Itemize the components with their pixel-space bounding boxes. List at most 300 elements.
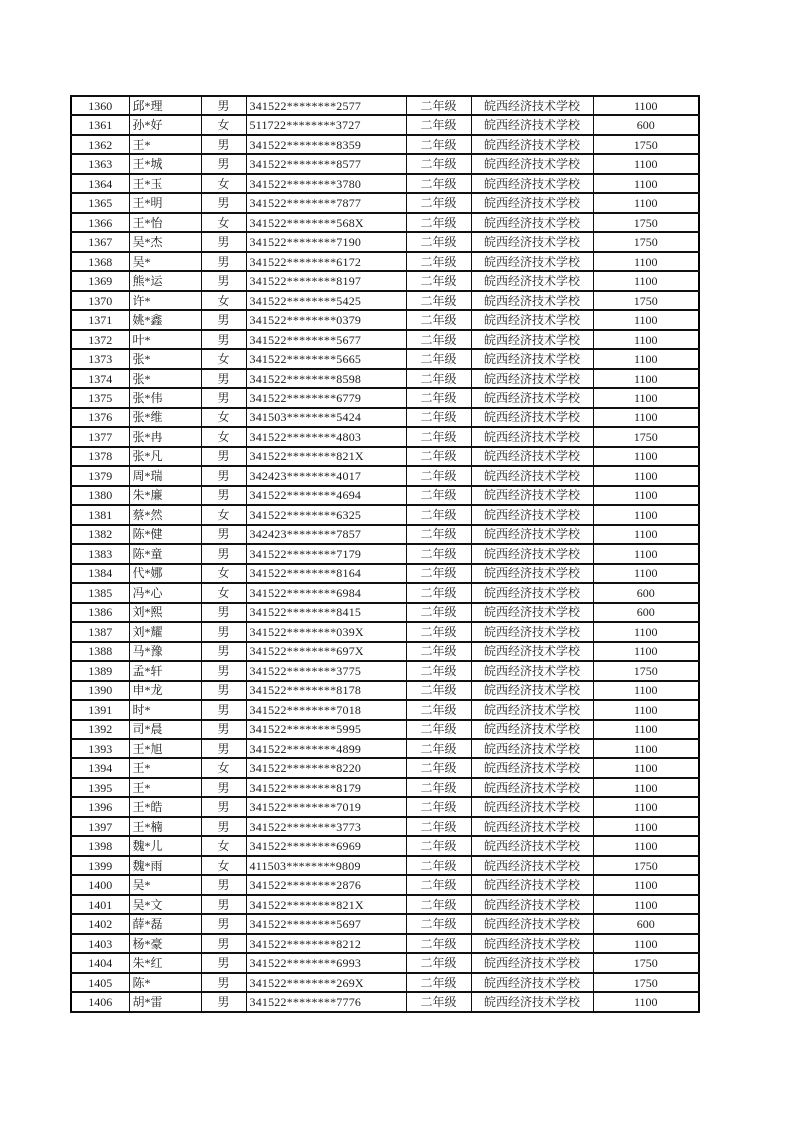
table-row xyxy=(71,466,699,485)
cell-masked-name: 王* xyxy=(129,758,201,777)
cell-amount: 1100 xyxy=(593,700,699,719)
cell-school: 皖西经济技术学校 xyxy=(471,427,593,446)
table-row xyxy=(71,388,699,407)
cell-school: 皖西经济技术学校 xyxy=(471,875,593,894)
table-row xyxy=(71,817,699,836)
cell-gender: 女 xyxy=(201,291,246,310)
cell-masked-id-number: 341522********7179 xyxy=(246,544,406,563)
cell-school: 皖西经济技术学校 xyxy=(471,271,593,290)
cell-gender: 男 xyxy=(201,447,246,466)
cell-grade: 二年级 xyxy=(406,310,471,329)
table-row xyxy=(71,603,699,622)
cell-masked-id-number: 341522********6969 xyxy=(246,836,406,855)
cell-school: 皖西经济技术学校 xyxy=(471,778,593,797)
cell-masked-name: 叶* xyxy=(129,330,201,349)
cell-masked-name: 吴*杰 xyxy=(129,232,201,251)
cell-row-number: 1396 xyxy=(71,797,129,816)
cell-grade: 二年级 xyxy=(406,525,471,544)
table-row xyxy=(71,369,699,388)
cell-school: 皖西经济技术学校 xyxy=(471,934,593,953)
cell-gender: 男 xyxy=(201,992,246,1012)
cell-amount: 1750 xyxy=(593,856,699,875)
cell-school: 皖西经济技术学校 xyxy=(471,681,593,700)
cell-row-number: 1402 xyxy=(71,914,129,933)
cell-masked-id-number: 341522********8359 xyxy=(246,135,406,154)
cell-grade: 二年级 xyxy=(406,700,471,719)
cell-school: 皖西经济技术学校 xyxy=(471,739,593,758)
cell-grade: 二年级 xyxy=(406,622,471,641)
cell-amount: 1100 xyxy=(593,895,699,914)
cell-row-number: 1393 xyxy=(71,739,129,758)
cell-masked-name: 吴* xyxy=(129,875,201,894)
cell-amount: 1100 xyxy=(593,193,699,212)
cell-grade: 二年级 xyxy=(406,603,471,622)
cell-masked-id-number: 341522********8178 xyxy=(246,681,406,700)
cell-gender: 男 xyxy=(201,330,246,349)
cell-gender: 男 xyxy=(201,193,246,212)
cell-masked-name: 王*楠 xyxy=(129,817,201,836)
cell-school: 皖西经济技术学校 xyxy=(471,817,593,836)
cell-gender: 男 xyxy=(201,778,246,797)
cell-amount: 1100 xyxy=(593,271,699,290)
cell-masked-id-number: 342423********4017 xyxy=(246,466,406,485)
cell-row-number: 1406 xyxy=(71,992,129,1012)
cell-amount: 1100 xyxy=(593,642,699,661)
cell-amount: 1100 xyxy=(593,758,699,777)
cell-amount: 1100 xyxy=(593,486,699,505)
cell-row-number: 1370 xyxy=(71,291,129,310)
cell-amount: 1750 xyxy=(593,232,699,251)
table-row xyxy=(71,505,699,524)
cell-row-number: 1383 xyxy=(71,544,129,563)
cell-masked-id-number: 341522********039X xyxy=(246,622,406,641)
cell-grade: 二年级 xyxy=(406,96,471,115)
cell-masked-name: 陈*健 xyxy=(129,525,201,544)
cell-row-number: 1389 xyxy=(71,661,129,680)
cell-row-number: 1362 xyxy=(71,135,129,154)
cell-masked-name: 孙*好 xyxy=(129,115,201,134)
cell-masked-id-number: 341522********5677 xyxy=(246,330,406,349)
table-row xyxy=(71,96,699,115)
cell-grade: 二年级 xyxy=(406,583,471,602)
table-row xyxy=(71,875,699,894)
cell-row-number: 1360 xyxy=(71,96,129,115)
table-row xyxy=(71,330,699,349)
cell-amount: 1750 xyxy=(593,427,699,446)
cell-row-number: 1400 xyxy=(71,875,129,894)
cell-masked-id-number: 341522********4899 xyxy=(246,739,406,758)
table-row xyxy=(71,856,699,875)
cell-grade: 二年级 xyxy=(406,758,471,777)
cell-masked-id-number: 341522********2876 xyxy=(246,875,406,894)
cell-masked-id-number: 341522********6984 xyxy=(246,583,406,602)
cell-school: 皖西经济技术学校 xyxy=(471,973,593,992)
cell-masked-id-number: 341522********7190 xyxy=(246,232,406,251)
cell-amount: 1100 xyxy=(593,174,699,193)
cell-amount: 1100 xyxy=(593,817,699,836)
cell-grade: 二年级 xyxy=(406,115,471,134)
cell-row-number: 1365 xyxy=(71,193,129,212)
cell-grade: 二年级 xyxy=(406,408,471,427)
cell-masked-name: 陈* xyxy=(129,973,201,992)
cell-school: 皖西经济技术学校 xyxy=(471,330,593,349)
table-row xyxy=(71,992,699,1012)
cell-grade: 二年级 xyxy=(406,836,471,855)
cell-gender: 男 xyxy=(201,544,246,563)
cell-masked-id-number: 341522********697X xyxy=(246,642,406,661)
cell-masked-id-number: 341522********8220 xyxy=(246,758,406,777)
cell-amount: 1750 xyxy=(593,661,699,680)
cell-amount: 600 xyxy=(593,115,699,134)
cell-school: 皖西经济技术学校 xyxy=(471,720,593,739)
cell-grade: 二年级 xyxy=(406,914,471,933)
cell-row-number: 1372 xyxy=(71,330,129,349)
cell-amount: 1100 xyxy=(593,934,699,953)
cell-school: 皖西经济技术学校 xyxy=(471,232,593,251)
cell-school: 皖西经济技术学校 xyxy=(471,544,593,563)
cell-row-number: 1371 xyxy=(71,310,129,329)
cell-gender: 女 xyxy=(201,115,246,134)
cell-grade: 二年级 xyxy=(406,291,471,310)
cell-gender: 男 xyxy=(201,914,246,933)
cell-grade: 二年级 xyxy=(406,154,471,173)
cell-masked-id-number: 341522********7019 xyxy=(246,797,406,816)
cell-gender: 女 xyxy=(201,349,246,368)
cell-school: 皖西经济技术学校 xyxy=(471,115,593,134)
cell-gender: 男 xyxy=(201,252,246,271)
cell-amount: 1100 xyxy=(593,466,699,485)
cell-gender: 男 xyxy=(201,875,246,894)
cell-masked-id-number: 341522********3780 xyxy=(246,174,406,193)
cell-masked-name: 冯*心 xyxy=(129,583,201,602)
table-row xyxy=(71,583,699,602)
cell-grade: 二年级 xyxy=(406,486,471,505)
cell-gender: 女 xyxy=(201,564,246,583)
cell-masked-name: 张* xyxy=(129,349,201,368)
cell-row-number: 1364 xyxy=(71,174,129,193)
cell-row-number: 1373 xyxy=(71,349,129,368)
cell-gender: 男 xyxy=(201,642,246,661)
cell-row-number: 1398 xyxy=(71,836,129,855)
cell-grade: 二年级 xyxy=(406,505,471,524)
cell-amount: 1100 xyxy=(593,330,699,349)
cell-amount: 1100 xyxy=(593,622,699,641)
cell-grade: 二年级 xyxy=(406,661,471,680)
cell-row-number: 1378 xyxy=(71,447,129,466)
cell-amount: 1100 xyxy=(593,875,699,894)
cell-grade: 二年级 xyxy=(406,992,471,1012)
cell-masked-id-number: 341522********8598 xyxy=(246,369,406,388)
cell-amount: 1100 xyxy=(593,369,699,388)
cell-grade: 二年级 xyxy=(406,252,471,271)
cell-grade: 二年级 xyxy=(406,369,471,388)
cell-amount: 1100 xyxy=(593,720,699,739)
cell-masked-id-number: 341522********6172 xyxy=(246,252,406,271)
cell-gender: 男 xyxy=(201,603,246,622)
cell-gender: 男 xyxy=(201,622,246,641)
cell-masked-name: 吴*文 xyxy=(129,895,201,914)
cell-masked-name: 王*明 xyxy=(129,193,201,212)
cell-masked-id-number: 511722********3727 xyxy=(246,115,406,134)
table-row xyxy=(71,720,699,739)
cell-amount: 1100 xyxy=(593,739,699,758)
cell-row-number: 1390 xyxy=(71,681,129,700)
cell-school: 皖西经济技术学校 xyxy=(471,369,593,388)
table-row xyxy=(71,661,699,680)
table-row xyxy=(71,349,699,368)
cell-masked-name: 姚*鑫 xyxy=(129,310,201,329)
cell-masked-name: 王*皓 xyxy=(129,797,201,816)
cell-gender: 男 xyxy=(201,797,246,816)
table-row xyxy=(71,544,699,563)
cell-school: 皖西经济技术学校 xyxy=(471,953,593,972)
cell-masked-id-number: 341522********3773 xyxy=(246,817,406,836)
cell-masked-id-number: 341522********4803 xyxy=(246,427,406,446)
table-row xyxy=(71,193,699,212)
cell-gender: 男 xyxy=(201,369,246,388)
cell-school: 皖西经济技术学校 xyxy=(471,154,593,173)
cell-grade: 二年级 xyxy=(406,720,471,739)
cell-masked-name: 许* xyxy=(129,291,201,310)
cell-masked-name: 熊*运 xyxy=(129,271,201,290)
cell-gender: 男 xyxy=(201,817,246,836)
cell-masked-id-number: 341522********6325 xyxy=(246,505,406,524)
cell-masked-id-number: 341522********8164 xyxy=(246,564,406,583)
cell-masked-name: 邱*理 xyxy=(129,96,201,115)
cell-school: 皖西经济技术学校 xyxy=(471,213,593,232)
cell-row-number: 1377 xyxy=(71,427,129,446)
cell-amount: 1100 xyxy=(593,388,699,407)
cell-amount: 1100 xyxy=(593,505,699,524)
cell-amount: 1100 xyxy=(593,836,699,855)
cell-masked-name: 王*怡 xyxy=(129,213,201,232)
table-row xyxy=(71,797,699,816)
cell-row-number: 1363 xyxy=(71,154,129,173)
cell-school: 皖西经济技术学校 xyxy=(471,291,593,310)
cell-row-number: 1399 xyxy=(71,856,129,875)
cell-grade: 二年级 xyxy=(406,875,471,894)
cell-masked-id-number: 341522********269X xyxy=(246,973,406,992)
cell-masked-id-number: 341522********821X xyxy=(246,447,406,466)
cell-row-number: 1394 xyxy=(71,758,129,777)
cell-masked-name: 刘*熙 xyxy=(129,603,201,622)
cell-gender: 男 xyxy=(201,895,246,914)
cell-row-number: 1361 xyxy=(71,115,129,134)
cell-masked-id-number: 342423********7857 xyxy=(246,525,406,544)
cell-gender: 女 xyxy=(201,856,246,875)
cell-row-number: 1375 xyxy=(71,388,129,407)
table-row xyxy=(71,642,699,661)
table-row xyxy=(71,154,699,173)
cell-school: 皖西经济技术学校 xyxy=(471,135,593,154)
cell-row-number: 1405 xyxy=(71,973,129,992)
cell-masked-name: 王* xyxy=(129,135,201,154)
cell-row-number: 1385 xyxy=(71,583,129,602)
cell-masked-name: 张*冉 xyxy=(129,427,201,446)
cell-row-number: 1376 xyxy=(71,408,129,427)
table-row xyxy=(71,700,699,719)
cell-amount: 1100 xyxy=(593,544,699,563)
cell-row-number: 1395 xyxy=(71,778,129,797)
table-row xyxy=(71,564,699,583)
cell-gender: 女 xyxy=(201,174,246,193)
cell-grade: 二年级 xyxy=(406,778,471,797)
cell-masked-name: 陈*童 xyxy=(129,544,201,563)
cell-school: 皖西经济技术学校 xyxy=(471,797,593,816)
cell-masked-name: 蔡*然 xyxy=(129,505,201,524)
cell-row-number: 1368 xyxy=(71,252,129,271)
cell-masked-id-number: 341522********7877 xyxy=(246,193,406,212)
student-roster-table xyxy=(70,95,700,1013)
cell-gender: 女 xyxy=(201,505,246,524)
cell-gender: 女 xyxy=(201,408,246,427)
cell-masked-id-number: 341522********5697 xyxy=(246,914,406,933)
table-row xyxy=(71,681,699,700)
cell-row-number: 1380 xyxy=(71,486,129,505)
cell-masked-id-number: 341522********6779 xyxy=(246,388,406,407)
table-row xyxy=(71,447,699,466)
cell-row-number: 1388 xyxy=(71,642,129,661)
cell-school: 皖西经济技术学校 xyxy=(471,661,593,680)
cell-masked-name: 申*龙 xyxy=(129,681,201,700)
cell-grade: 二年级 xyxy=(406,447,471,466)
cell-school: 皖西经济技术学校 xyxy=(471,466,593,485)
cell-masked-id-number: 341522********8415 xyxy=(246,603,406,622)
cell-school: 皖西经济技术学校 xyxy=(471,486,593,505)
cell-amount: 1750 xyxy=(593,135,699,154)
table-row xyxy=(71,310,699,329)
cell-grade: 二年级 xyxy=(406,895,471,914)
cell-amount: 1100 xyxy=(593,96,699,115)
cell-grade: 二年级 xyxy=(406,271,471,290)
cell-masked-id-number: 341522********8577 xyxy=(246,154,406,173)
cell-school: 皖西经济技术学校 xyxy=(471,992,593,1012)
table-row xyxy=(71,135,699,154)
cell-gender: 男 xyxy=(201,681,246,700)
cell-masked-name: 薛*磊 xyxy=(129,914,201,933)
cell-row-number: 1404 xyxy=(71,953,129,972)
cell-row-number: 1367 xyxy=(71,232,129,251)
cell-masked-id-number: 341522********5425 xyxy=(246,291,406,310)
cell-masked-id-number: 341522********4694 xyxy=(246,486,406,505)
cell-grade: 二年级 xyxy=(406,973,471,992)
cell-masked-name: 周*瑞 xyxy=(129,466,201,485)
cell-row-number: 1401 xyxy=(71,895,129,914)
cell-gender: 男 xyxy=(201,973,246,992)
table-row xyxy=(71,934,699,953)
cell-grade: 二年级 xyxy=(406,856,471,875)
cell-gender: 男 xyxy=(201,154,246,173)
cell-grade: 二年级 xyxy=(406,466,471,485)
cell-amount: 1750 xyxy=(593,953,699,972)
cell-gender: 男 xyxy=(201,310,246,329)
cell-masked-name: 刘*耀 xyxy=(129,622,201,641)
cell-masked-name: 杨*豪 xyxy=(129,934,201,953)
table-row xyxy=(71,973,699,992)
cell-school: 皖西经济技术学校 xyxy=(471,700,593,719)
cell-amount: 1100 xyxy=(593,154,699,173)
table-row xyxy=(71,252,699,271)
cell-amount: 600 xyxy=(593,603,699,622)
cell-masked-name: 吴* xyxy=(129,252,201,271)
table-row xyxy=(71,291,699,310)
cell-masked-name: 王* xyxy=(129,778,201,797)
cell-amount: 600 xyxy=(593,914,699,933)
cell-grade: 二年级 xyxy=(406,934,471,953)
cell-grade: 二年级 xyxy=(406,213,471,232)
cell-masked-id-number: 341522********7018 xyxy=(246,700,406,719)
cell-masked-id-number: 341522********3775 xyxy=(246,661,406,680)
cell-school: 皖西经济技术学校 xyxy=(471,349,593,368)
cell-row-number: 1387 xyxy=(71,622,129,641)
cell-masked-name: 张*凡 xyxy=(129,447,201,466)
cell-amount: 1750 xyxy=(593,291,699,310)
cell-grade: 二年级 xyxy=(406,953,471,972)
table-row xyxy=(71,914,699,933)
table-row xyxy=(71,758,699,777)
cell-amount: 1100 xyxy=(593,310,699,329)
cell-gender: 男 xyxy=(201,135,246,154)
cell-grade: 二年级 xyxy=(406,642,471,661)
cell-gender: 男 xyxy=(201,953,246,972)
table-row xyxy=(71,213,699,232)
table-row xyxy=(71,232,699,251)
cell-row-number: 1374 xyxy=(71,369,129,388)
cell-masked-name: 代*娜 xyxy=(129,564,201,583)
cell-amount: 1100 xyxy=(593,564,699,583)
cell-masked-name: 张*维 xyxy=(129,408,201,427)
cell-gender: 男 xyxy=(201,466,246,485)
cell-masked-id-number: 341522********2577 xyxy=(246,96,406,115)
table-row xyxy=(71,622,699,641)
cell-amount: 1100 xyxy=(593,797,699,816)
cell-masked-id-number: 341522********8179 xyxy=(246,778,406,797)
cell-amount: 1100 xyxy=(593,252,699,271)
cell-gender: 女 xyxy=(201,213,246,232)
cell-school: 皖西经济技术学校 xyxy=(471,505,593,524)
table-row xyxy=(71,427,699,446)
cell-gender: 男 xyxy=(201,525,246,544)
table-row xyxy=(71,525,699,544)
table-row xyxy=(71,953,699,972)
cell-masked-name: 王*城 xyxy=(129,154,201,173)
cell-masked-name: 时* xyxy=(129,700,201,719)
table-body xyxy=(71,96,699,1012)
cell-masked-name: 魏*儿 xyxy=(129,836,201,855)
cell-gender: 男 xyxy=(201,934,246,953)
cell-amount: 1750 xyxy=(593,213,699,232)
cell-grade: 二年级 xyxy=(406,330,471,349)
cell-masked-id-number: 341522********5665 xyxy=(246,349,406,368)
cell-grade: 二年级 xyxy=(406,349,471,368)
cell-amount: 1100 xyxy=(593,349,699,368)
table-row xyxy=(71,486,699,505)
cell-masked-id-number: 341522********821X xyxy=(246,895,406,914)
cell-masked-id-number: 411503********9809 xyxy=(246,856,406,875)
cell-gender: 男 xyxy=(201,388,246,407)
cell-masked-name: 张*伟 xyxy=(129,388,201,407)
cell-grade: 二年级 xyxy=(406,817,471,836)
cell-school: 皖西经济技术学校 xyxy=(471,388,593,407)
cell-gender: 男 xyxy=(201,720,246,739)
cell-row-number: 1382 xyxy=(71,525,129,544)
cell-school: 皖西经济技术学校 xyxy=(471,914,593,933)
cell-masked-name: 魏*雨 xyxy=(129,856,201,875)
cell-gender: 男 xyxy=(201,232,246,251)
cell-school: 皖西经济技术学校 xyxy=(471,758,593,777)
cell-school: 皖西经济技术学校 xyxy=(471,564,593,583)
cell-masked-name: 孟*轩 xyxy=(129,661,201,680)
